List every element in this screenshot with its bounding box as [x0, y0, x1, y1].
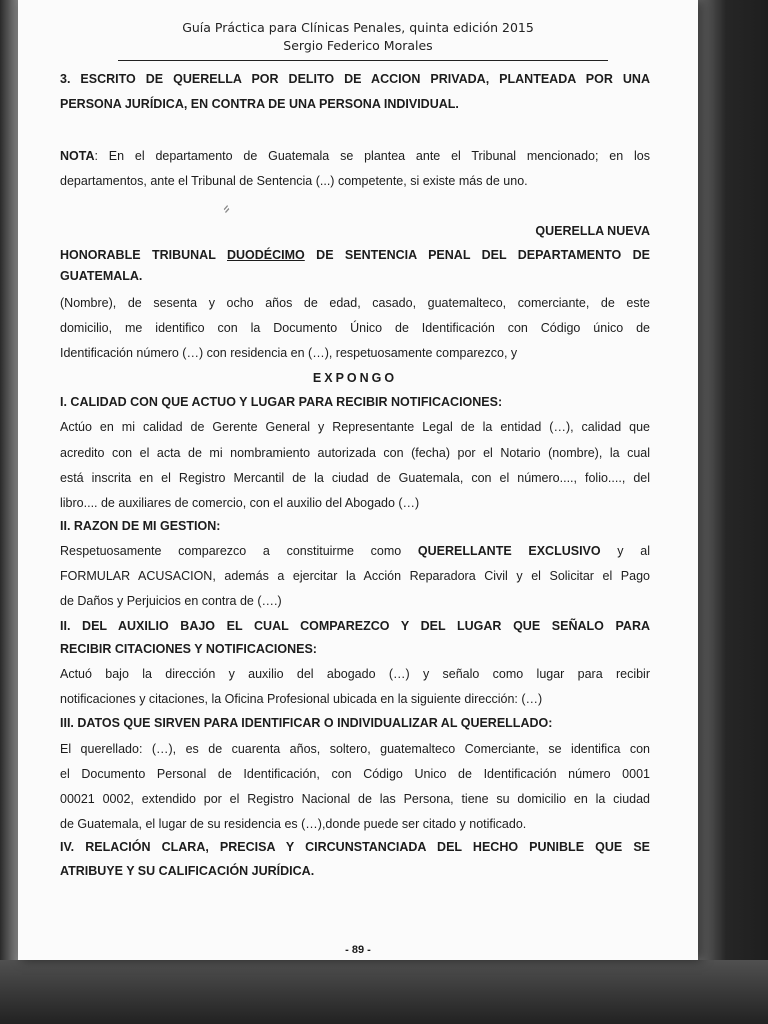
section-2-text-a: Respetuosamente comparezco a constituirme como [60, 544, 418, 558]
section-2-line-1 [60, 543, 650, 559]
section-3-line-4: de Guatemala, el lugar de su residencia es (…),donde puede ser citado y notificado. [60, 817, 527, 831]
intro-line-1: (Nombre), de sesenta y ocho años de edad, casado, guatemalteco, comerciante, de este [60, 296, 650, 310]
section-2b-line-1: Actuó bajo la dirección y auxilio del abogado (…) y señalo como lugar para recibir [60, 667, 650, 681]
section-3-line-3: 00021 0002, extendido por el Registro Nacional de las Persona, tiene su domicilio en la ciudad [60, 792, 650, 806]
section-4-heading-1: IV. RELACIÓN CLARA, PRECISA Y CIRCUNSTANCIADA DEL HECHO PUNIBLE QUE SE [60, 840, 650, 854]
section-1-heading: I. CALIDAD CON QUE ACTUO Y LUGAR PARA RECIBIR NOTIFICACIONES: [60, 395, 503, 409]
section-3-heading: III. DATOS QUE SIRVEN PARA IDENTIFICAR O INDIVIDUALIZAR AL QUERELLADO: [60, 716, 553, 730]
tribunal-prefix: HONORABLE TRIBUNAL [60, 248, 227, 262]
section-1-line-3: está inscrita en el Registro Mercantil de la ciudad de Guatemala, con el número...., folio...., del [60, 471, 650, 485]
section-1-line-1: Actúo en mi calidad de Gerente General y Representante Legal de la entidad (…), calidad que [60, 420, 650, 434]
expongo-heading: EXPONGO [312, 371, 398, 385]
section-1-line-4: libro.... de auxiliares de comercio, con el auxilio del Abogado (…) [60, 496, 420, 510]
page-number: - 89 - [345, 944, 371, 956]
intro-line-2: domicilio, me identifico con la Documento Único de Identificación con Código único de [60, 321, 650, 335]
intro-line-3: Identificación número (…) con residencia en (…), respetuosamente comparezco, y [60, 346, 518, 360]
section-title-line-1: 3. ESCRITO DE QUERELLA POR DELITO DE ACCION PRIVADA, PLANTEADA POR UNA [60, 72, 650, 86]
section-1-line-2: acredito con el acta de mi nombramiento autorizada con (fecha) por el Notario (nombre), la cual [60, 446, 650, 460]
header-rule [118, 60, 608, 61]
tribunal-line-1 [60, 247, 650, 263]
section-2-text-b: y al [600, 544, 650, 558]
nota-label: NOTA [60, 149, 95, 163]
querellante-exclusivo: QUERELLANTE EXCLUSIVO [417, 544, 601, 558]
nota-text: : En el departamento de Guatemala se plantea ante el Tribunal mencionado; en los [94, 149, 650, 163]
section-2b-line-2: notificaciones y citaciones, la Oficina Profesional ubicada en la siguiente dirección: (…) [60, 692, 543, 706]
section-2-line-2: FORMULAR ACUSACION, además a ejercitar la Acción Reparadora Civil y el Solicitar el Pago [60, 569, 650, 583]
tribunal-number: DUODÉCIMO [227, 248, 305, 262]
section-4-heading-2: ATRIBUYE Y SU CALIFICACIÓN JURÍDICA. [60, 864, 315, 878]
scan-bottom-edge [0, 960, 768, 1024]
section-2-line-3: de Daños y Perjuicios en contra de (….) [60, 594, 282, 608]
section-3-line-1: El querellado: (…), es de cuarenta años, soltero, guatemalteco Comerciante, se identifica con [60, 742, 650, 756]
section-3-line-2: el Documento Personal de Identificación, con Código Unico de Identificación número 0001 [60, 767, 650, 781]
running-header-author: Sergio Federico Morales [283, 38, 433, 53]
tribunal-line-2: GUATEMALA. [60, 269, 143, 283]
section-2b-heading-2: RECIBIR CITACIONES Y NOTIFICACIONES: [60, 642, 317, 656]
ink-smudge: ⸗ [219, 197, 233, 219]
section-title-line-2: PERSONA JURÍDICA, EN CONTRA DE UNA PERSONA INDIVIDUAL. [60, 97, 459, 111]
nota-line-2: departamentos, ante el Tribunal de Sentencia (...) competente, si existe más de uno. [60, 174, 528, 188]
scan-right-edge [698, 0, 768, 1024]
tribunal-suffix: DE SENTENCIA PENAL DEL DEPARTAMENTO DE [304, 248, 651, 262]
section-2-heading: II. RAZON DE MI GESTION: [60, 519, 221, 533]
nota-line-1 [60, 148, 650, 164]
running-header-title: Guía Práctica para Clínicas Penales, quinta edición 2015 [182, 20, 534, 35]
querella-nueva-label: QUERELLA NUEVA [535, 224, 650, 238]
document-page [18, 0, 698, 960]
section-2b-heading-1: II. DEL AUXILIO BAJO EL CUAL COMPAREZCO Y DEL LUGAR QUE SEÑALO PARA [60, 619, 650, 633]
